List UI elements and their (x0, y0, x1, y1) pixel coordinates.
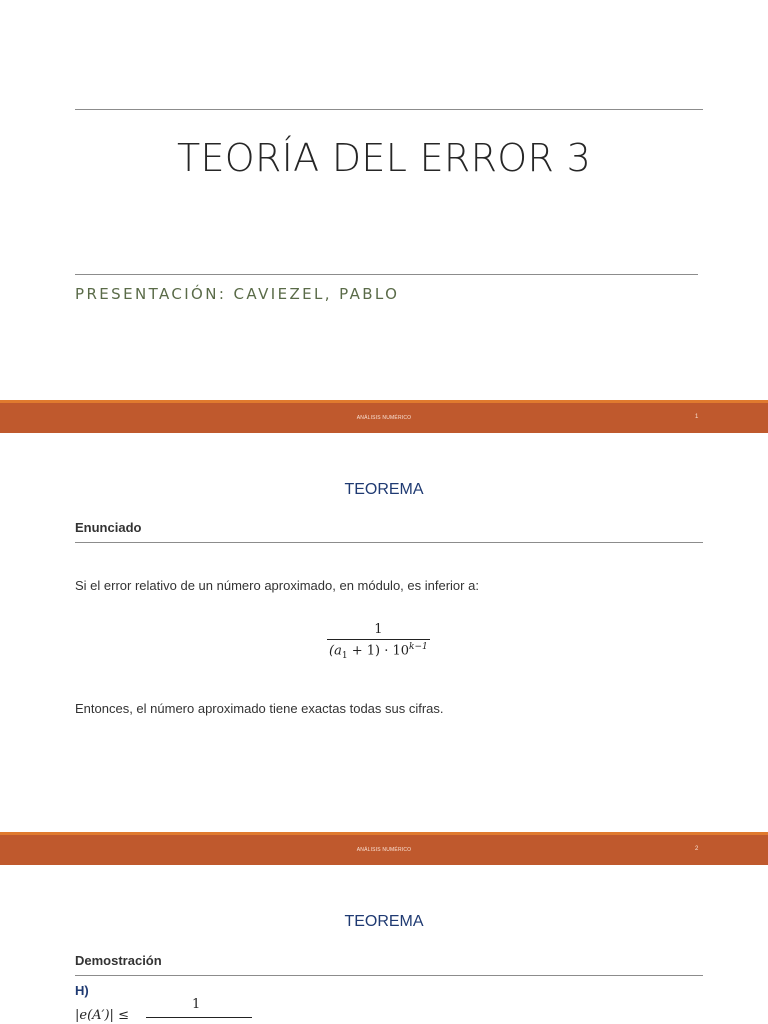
slide-footer-2 (0, 832, 768, 865)
slide2-intro-text: Si el error relativo de un número aproximado, en módulo, es inferior a: (75, 578, 479, 593)
hypothesis-lhs: |e(A′)| ≤ (75, 1008, 129, 1023)
slide3-section-title: Demostración (75, 953, 162, 968)
slide2-conclusion-text: Entonces, el número aproximado tiene exactas todas sus cifras. (75, 701, 444, 716)
subtitle-rule (75, 274, 698, 275)
title-top-rule (75, 109, 703, 110)
footer-text: ANÁLISIS NUMÉRICO (356, 847, 412, 853)
footer-text: ANÁLISIS NUMÉRICO (356, 415, 412, 421)
page-number: 1 (695, 414, 699, 420)
slide-footer-1 (0, 400, 768, 433)
hypothesis-fraction-bar (146, 1017, 252, 1018)
hypothesis-label: H) (75, 983, 89, 998)
presentation-title: TEORÍA DEL ERROR 3 (176, 136, 592, 180)
presenter-subtitle: PRESENTACIÓN: CAVIEZEL, PABLO (75, 285, 400, 303)
slide2-section-rule (75, 542, 703, 543)
slide3-section-rule (75, 975, 703, 976)
theorem-formula (327, 622, 430, 661)
slide3-heading: TEOREMA (344, 913, 424, 930)
hypothesis-numerator: 1 (192, 997, 201, 1012)
formula-denominator: $(a_1 + 1) \cdot 10^{k-1}$ (327, 639, 430, 661)
formula-numerator: 1 (374, 622, 383, 637)
page-number: 2 (695, 846, 699, 852)
slide2-heading: TEOREMA (344, 481, 424, 498)
slide2-section-title: Enunciado (75, 520, 142, 535)
